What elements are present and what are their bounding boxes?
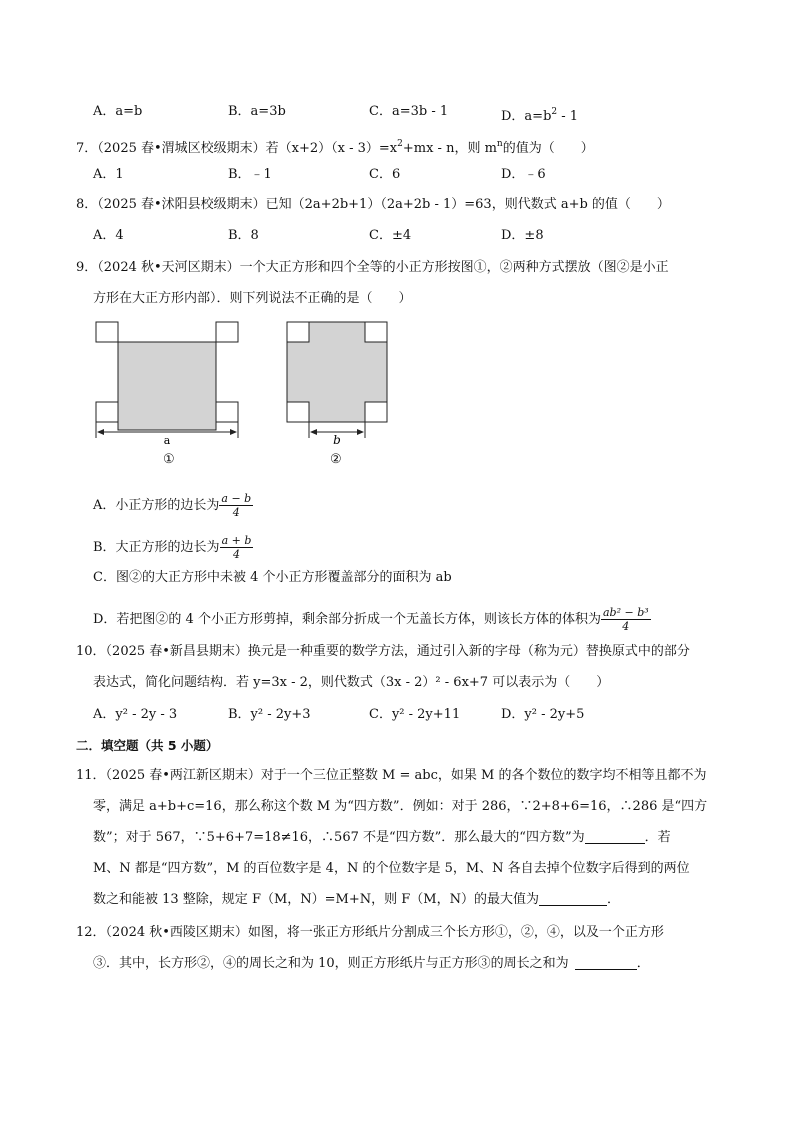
section-fill-in-title: 二．填空题（共 5 小题）: [76, 738, 219, 753]
q11-line1: 11．（2025 春•两江新区期末）对于一个三位正整数 M = abc，如果 M 的各个数位的数字均不相等且都不为: [76, 768, 707, 783]
q7-option-d: D．﹣6: [501, 167, 546, 182]
fig1-caption: ①: [163, 452, 175, 467]
q11-line2: 零，满足 a+b+c=16，那么称这个数 M 为“四方数”．例如：对于 286，∵2+8+6=16，∴286 是“四方: [93, 799, 708, 814]
q10-option-a: A．y² - 2y - 3: [93, 707, 178, 722]
q10-stem-line2: 表达式，简化问题结构．若 y=3x - 2，则代数式（3x - 2）² - 6x+7 可以表示为（ ）: [93, 675, 610, 690]
q8-options: [93, 226, 653, 246]
q8-option-d: D．±8: [501, 228, 544, 243]
fig2-small-square-tr: [365, 322, 387, 342]
fig2-small-square-tl: [287, 322, 309, 342]
q9-figure-1: [94, 320, 244, 470]
q9-option-c: C．图②的大正方形中未被 4 个小正方形覆盖部分的面积为 ab: [93, 570, 452, 585]
fig2-dim-label: b: [333, 433, 341, 447]
q6-options: [93, 102, 653, 122]
q10-stem-line1: 10．（2025 春•新昌县期末）换元是一种重要的数学方法，通过引入新的字母（称为元）替换原式中的部分: [76, 644, 690, 659]
q12-line2: ③．其中，长方形②，④的周长之和为 10，则正方形纸片与正方形③的周长之和为 ．: [93, 956, 650, 971]
q9-stem-line2: 方形在大正方形内部）．则下列说法不正确的是（ ）: [93, 291, 412, 306]
q9-stem-line1: 9．（2024 秋•天河区期末）一个大正方形和四个全等的小正方形按图①，②两种方式摆放（图②是小正: [76, 260, 669, 275]
q8-stem: 8．（2025 春•沭阳县校级期末）已知（2a+2b+1）（2a+2b - 1）=63，则代数式 a+b 的值（ ）: [76, 197, 670, 212]
fig1-small-square-tl: [96, 322, 118, 342]
q12-line1: 12．（2024 秋•西陵区期末）如图，将一张正方形纸片分割成三个长方形①，②，④，以及一个正方形: [76, 925, 664, 940]
q9-option-a: A．小正方形的边长为 $\frac{a - b}{4}$: [93, 492, 252, 519]
q8-option-b: B．8: [228, 228, 259, 243]
fig1-small-square-tr: [216, 322, 238, 342]
fig1-small-square-br: [216, 402, 238, 422]
q12-blank[interactable]: [575, 955, 637, 970]
q11-line5: 数之和能被 13 整除，规定 F（M，N）=M+N，则 F（M，N）的最大值为 ．: [93, 892, 620, 907]
q6-option-b: B．a=3b: [228, 104, 286, 119]
fig2-small-square-br: [365, 402, 387, 422]
q9-option-d: D．若把图②的 4 个小正方形剪掉，剩余部分折成一个无盖长方体，则该长方体的体积为 $\frac{\text{ab² − b³}}{4}$: [93, 606, 649, 633]
q10-option-d: D．y² - 2y+5: [501, 707, 585, 722]
q10-option-c: C．y² - 2y+11: [369, 707, 461, 722]
q11-line3: 数”；对于 567，∵5+6+7=18≠16，∴567 不是“四方数”．那么最大的“四方数”为 ．若: [93, 830, 671, 845]
q8-option-a: A．4: [93, 228, 124, 243]
q7-option-c: C．6: [369, 167, 401, 182]
q8-option-c: C．±4: [369, 228, 412, 243]
q10-option-b: B．y² - 2y+3: [228, 707, 311, 722]
q7-options: [93, 165, 653, 185]
fig2-caption: ②: [330, 452, 342, 467]
fig1-dim-label: a: [163, 434, 171, 447]
q6-option-d: D．$a=b^2 - 1$: [501, 107, 579, 124]
q9-option-b: B．大正方形的边长为 $\frac{a + b}{4}$: [93, 534, 252, 561]
q7-stem: 7．（2025 春•渭城区校级期末）若$(x+2)(x - 3)=x^2+mx - n$，则 $m^n$的值为（ ）: [76, 139, 594, 156]
q11-blank-2[interactable]: [539, 891, 607, 906]
q9-figure-2: [285, 320, 395, 450]
q11-blank-1[interactable]: [585, 829, 645, 844]
q6-option-c: C．a=3b - 1: [369, 104, 449, 119]
q7-option-a: A．1: [93, 167, 124, 182]
fig1-small-square-bl: [96, 402, 118, 422]
fig1-large-square: [118, 342, 216, 430]
fig2-small-square-bl: [287, 402, 309, 422]
q6-option-a: A．a=b: [93, 104, 143, 119]
q7-option-b: B．﹣1: [228, 167, 272, 182]
q10-options: [93, 705, 653, 725]
q11-line4: M、N 都是“四方数”，M 的百位数字是 4，N 的个位数字是 5，M、N 各自去掉个位数字后得到的两位: [93, 861, 690, 876]
